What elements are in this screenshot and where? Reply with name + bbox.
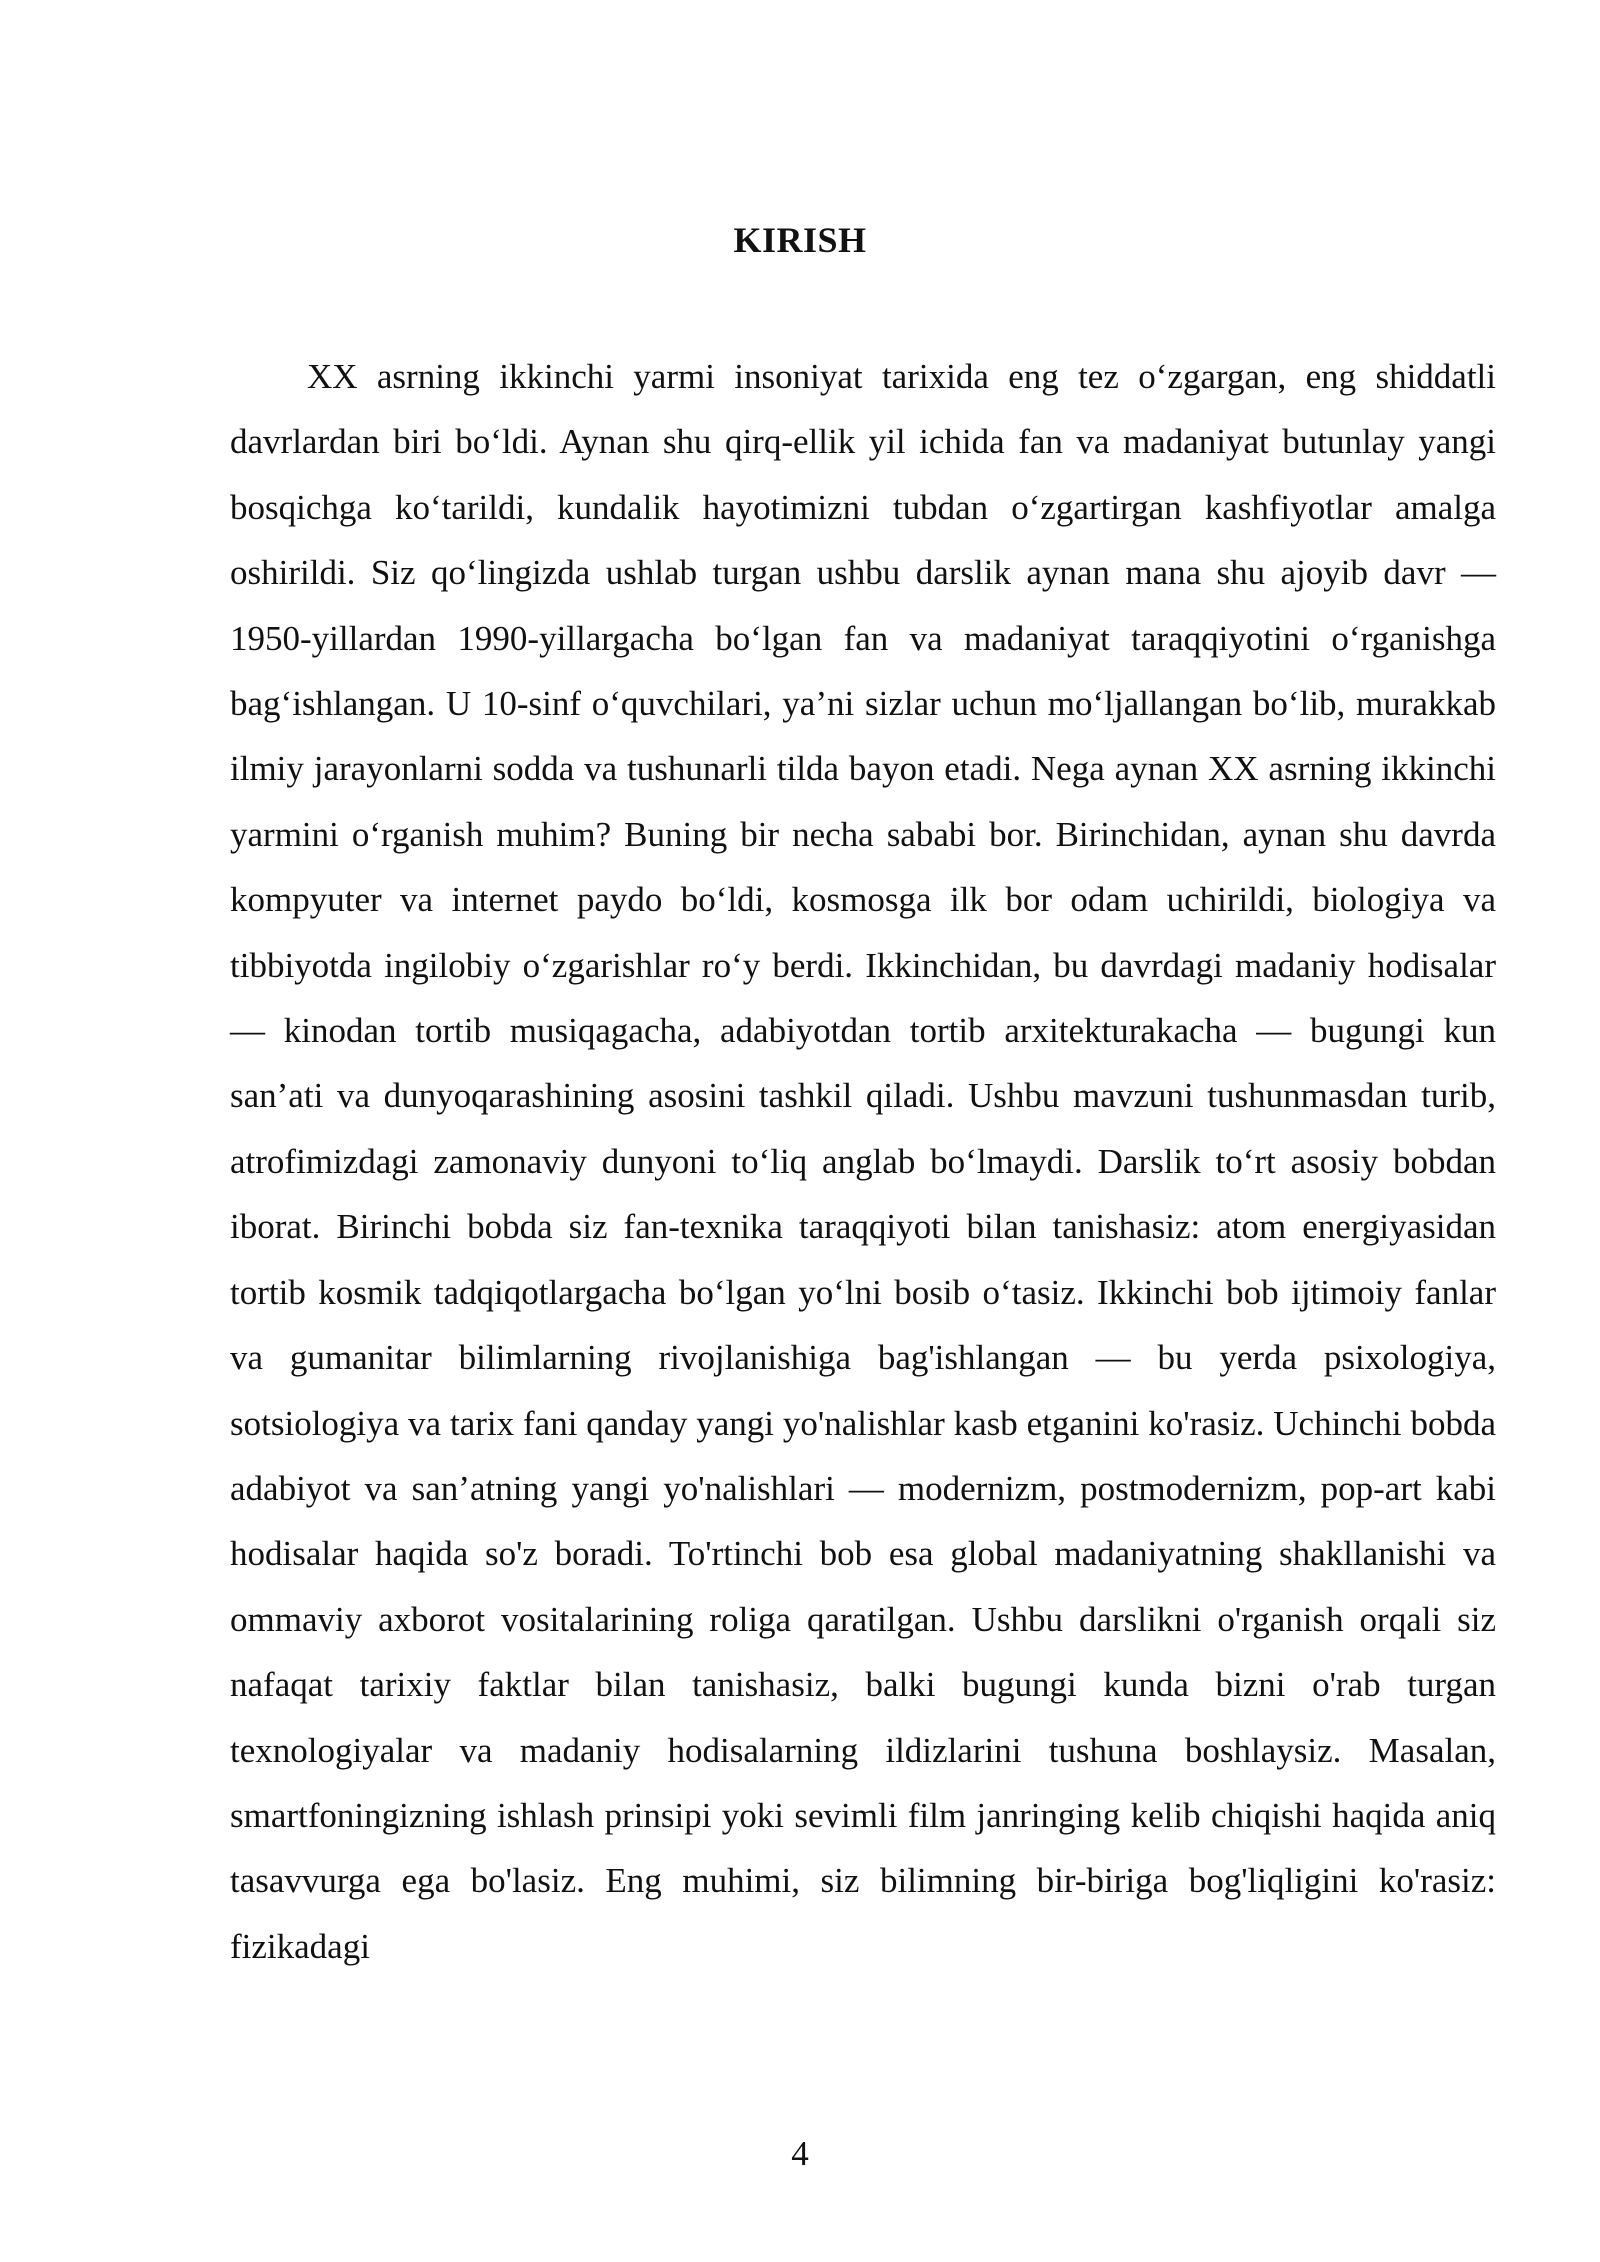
page-number: 4 [791,2134,809,2173]
page-title: KIRISH [733,220,867,260]
body-paragraph: XX asrning ikkinchi yarmi insoniyat tarixida eng tez o‘zgargan, eng shiddatli davrlardan biri bo‘ldi. Aynan shu qirq-ellik yil ichida fan va madaniyat butunlay yangi bosqichga ko‘tarildi, kundalik hayotimizni tubdan o‘zgartirgan kashfiyotlar amalga oshirildi. Siz qo‘lingizda ushlab turgan ushbu darslik aynan mana shu ajoyib davr — 1950-yillardan 1990-yillargacha bo‘lgan fan va madaniyat taraqqiyotini o‘rganishga bag‘ishlangan. U 10-sinf o‘quvchilari, ya’ni sizlar uchun mo‘ljallangan bo‘lib, murakkab ilmiy jarayonlarni sodda va tushunarli tilda bayon etadi. Nega aynan XX asrning ikkinchi yarmini o‘rganish muhim? Buning bir necha sababi bor. Birinchidan, aynan shu davrda kompyuter va internet paydo bo‘ldi, kosmosga ilk bor odam uchirildi, biologiya va tibbiyotda ingilobiy o‘zgarishlar ro‘y berdi. Ikkinchidan, bu davrdagi madaniy hodisalar — kinodan tortib musiqagacha, adabiyotdan tortib arxitekturakacha — bugungi kun san’ati va dunyoqarashining asosini tashkil qiladi. Ushbu mavzuni tushunmasdan turib, atrofimizdagi zamonaviy dunyoni to‘liq anglab bo‘lmaydi. Darslik to‘rt asosiy bobdan iborat. Birinchi bobda siz fan-texnika taraqqiyoti bilan tanishasiz: atom energiyasidan tortib kosmik tadqiqotlargacha bo‘lgan yo‘lni bosib o‘tasiz. Ikkinchi bob ijtimoiy fanlar va gumanitar bilimlarning rivojlanishiga bag'ishlangan — bu yerda psixologiya, sotsiologiya va tarix fani qanday yangi yo'nalishlar kasb etganini ko'rasiz. Uchinchi bobda adabiyot va san’atning yangi yo'nalishlari — modernizm, postmodernizm, pop-art kabi hodisalar haqida so'z boradi. To'rtinchi bob esa global madaniyatning shakllanishi va ommaviy axborot vositalarining roliga qaratilgan. Ushbu darslikni o'rganish orqali siz nafaqat tarixiy faktlar bilan tanishasiz, balki bugungi kunda bizni o'rab turgan texnologiyalar va madaniy hodisalarning ildizlarini tushuna boshlaysiz. Masalan, smartfoningizning ishlash prinsipi yoki sevimli film janringing kelib chiqishi haqida aniq tasavvurga ega bo'lasiz. Eng muhimi, siz bilimning bir-biriga bog'liqligini ko'rasiz: fizikadagi [230,357,1496,1966]
